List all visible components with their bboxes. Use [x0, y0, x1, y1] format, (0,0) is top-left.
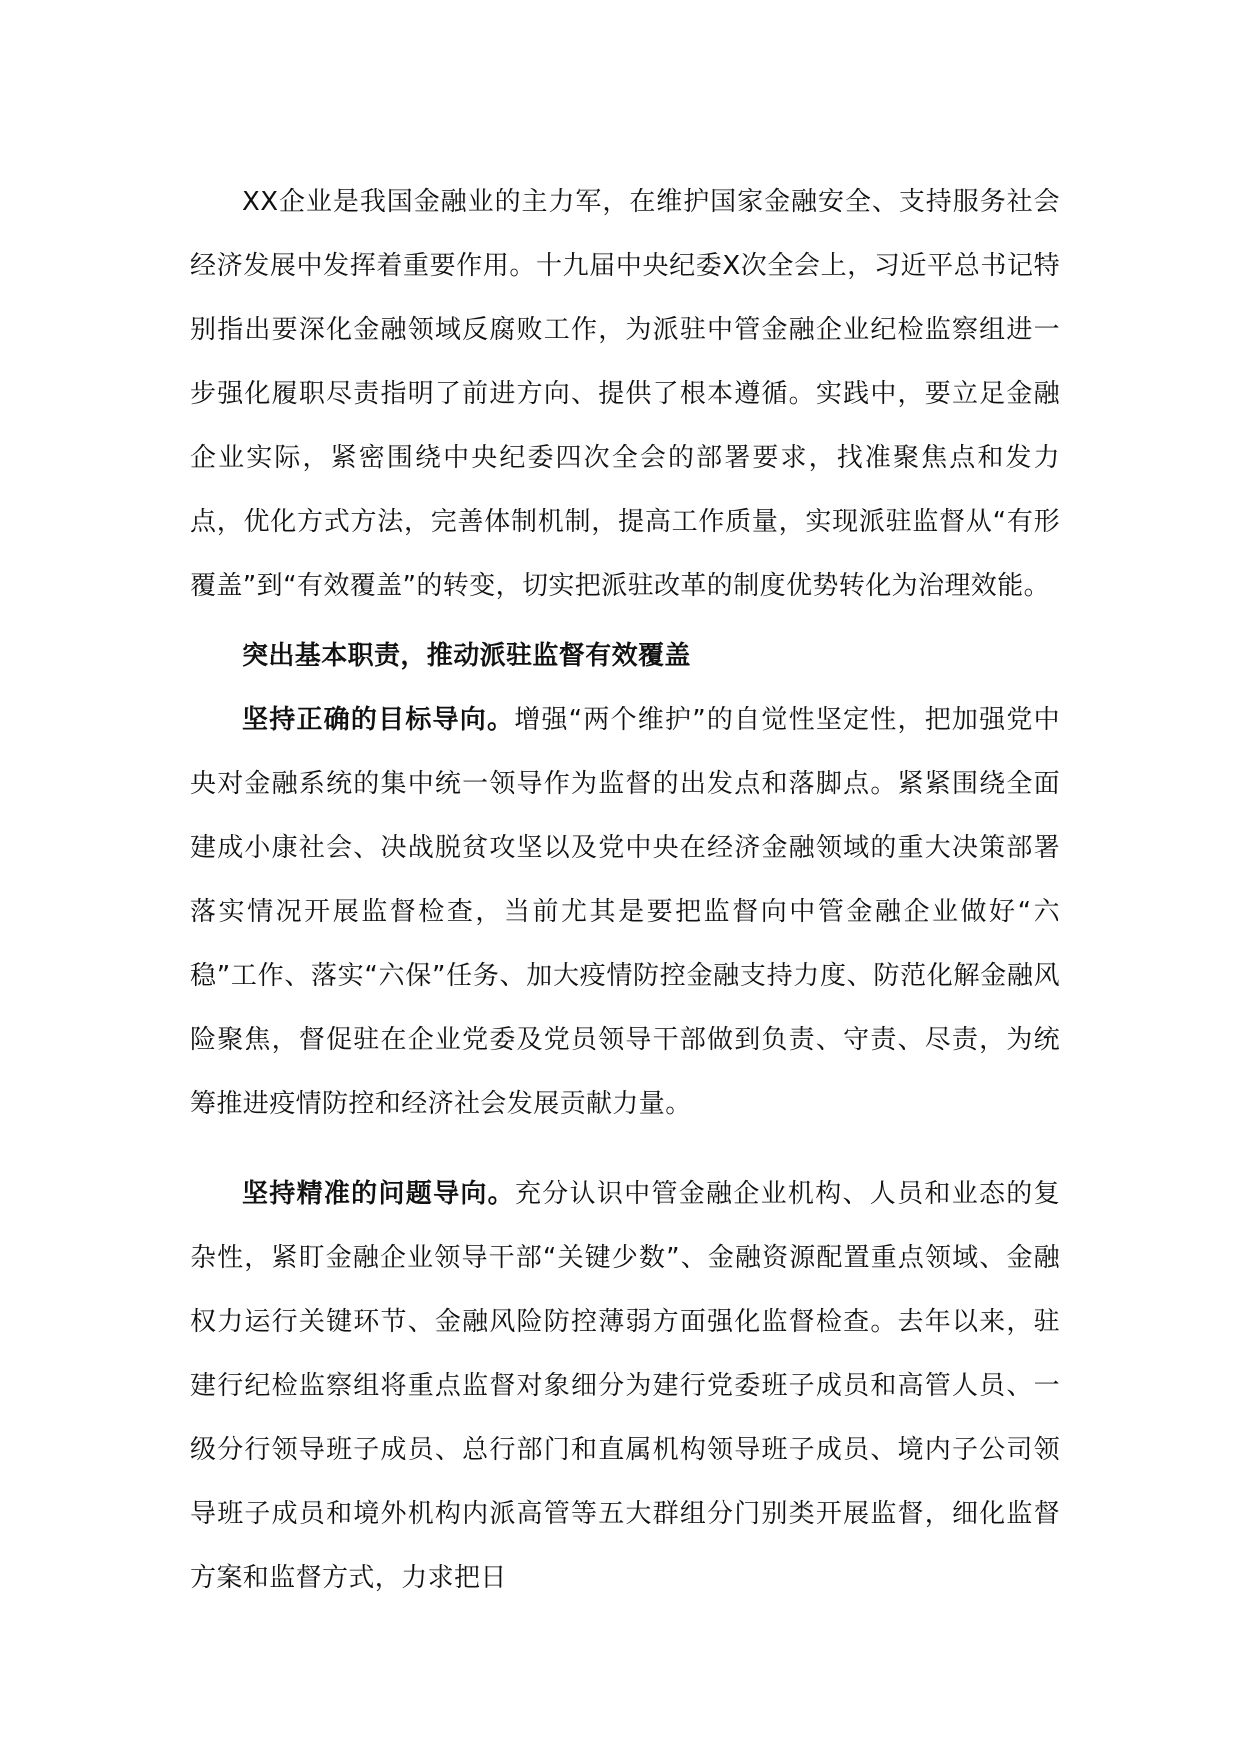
intro-paragraph: XX企业是我国金融业的主力军，在维护国家金融安全、支持服务社会经济发展中发挥着重要作用。十九届中央纪委X次全会上，习近平总书记特别指出要深化金融领域反腐败工作，为派驻中管金融企业纪检监察组进一步强化履职尽责指明了前进方向、提供了根本遵循。实践中，要立足金融企业实际，紧密围绕中央纪委四次全会的部署要求，找准聚焦点和发力点，优化方式方法，完善体制机制，提高工作质量，实现派驻监督从“有形覆盖”到“有效覆盖”的转变，切实把派驻改革的制度优势转化为治理效能。: [190, 187, 1060, 601]
paragraph-problem-orientation: [190, 1162, 1060, 1610]
paragraph-body-problem: 充分认识中管金融企业机构、人员和业态的复杂性，紧盯金融企业领导干部“关键少数”、金融资源配置重点领域、金融权力运行关键环节、金融风险防控薄弱方面强化监督检查。去年以来，驻建行纪检监察组将重点监督对象细分为建行党委班子成员和高管人员、一级分行领导班子成员、总行部门和直属机构领导班子成员、境内子公司领导班子成员和境外机构内派高管等五大群组分门别类开展监督，细化监督方案和监督方式，力求把日: [190, 1179, 1060, 1593]
document-body: [190, 170, 1060, 1610]
paragraph-lead-problem: 坚持精准的问题导向。: [242, 1179, 515, 1209]
section-heading: 突出基本职责，推动派驻监督有效覆盖: [242, 641, 691, 671]
paragraph-body-goal: 增强“两个维护”的自觉性坚定性，把加强党中央对金融系统的集中统一领导作为监督的出发点和落脚点。紧紧围绕全面建成小康社会、决战脱贫攻坚以及党中央在经济金融领域的重大决策部署落实情况开展监督检查，当前尤其是要把监督向中管金融企业做好“六稳”工作、落实“六保”任务、加大疫情防控金融支持力度、防范化解金融风险聚焦，督促驻在企业党委及党员领导干部做到负责、守责、尽责，为统筹推进疫情防控和经济社会发展贡献力量。: [190, 705, 1060, 1119]
paragraph-goal-orientation: [190, 688, 1060, 1136]
paragraph-lead-goal: 坚持正确的目标导向。: [242, 705, 515, 735]
